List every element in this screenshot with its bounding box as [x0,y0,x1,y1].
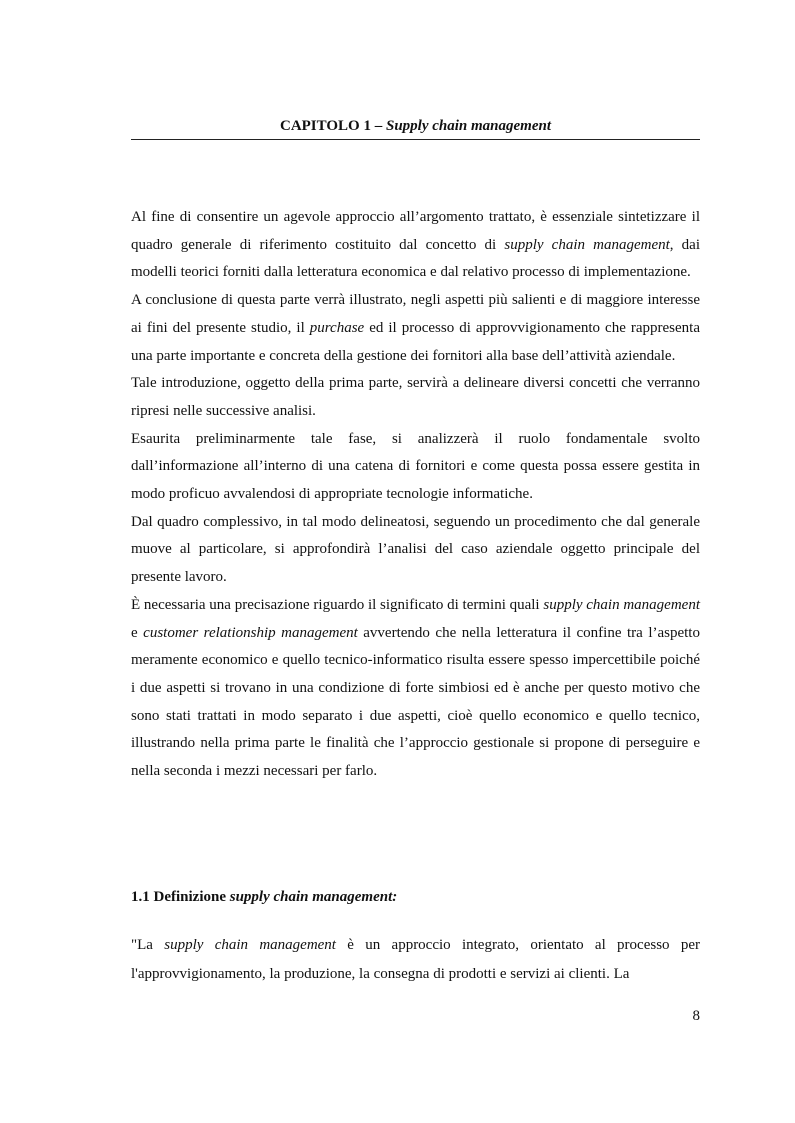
paragraph-terminology [131,592,700,786]
quote-paragraph [131,931,700,989]
paragraph-case-study: Dal quadro complessivo, in tal modo delineatosi, seguendo un procedimento che dal generale muove al particolare, si approfondirà l’analisi del caso aziendale oggetto principale del presente lavoro. [131,513,700,586]
emphasis-term: supply chain management [543,596,700,613]
text-run: avvertendo che nella letteratura il confine tra l’aspetto meramente economico e quello tecnico-informatico risulta essere spesso impercettibile poiché i due aspetti si trovano in una condizione di forte simbiosi ed è anche per questo motivo che sono stati trattati in modo separato i due aspetti, cioè quello economico e quello tecnico, illustrando nella prima parte le finalità che l’approccio gestionale si propone di perseguire e nella seconda i mezzi necessari per farlo. [131,624,700,780]
emphasis-term: customer relationship management [143,624,358,641]
text-run: , dai modelli teorici forniti dalla letteratura economica e dal relativo processo di implementazione. [131,236,700,281]
paragraph-intro [131,204,700,287]
text-run: e [131,624,144,641]
paragraph-information: Esaurita preliminarmente tale fase, si analizzerà il ruolo fondamentale svolto dall’informazione all’interno di una catena di fornitori e come questa possa essere gestita in modo proficuo avvalendosi di appropriate tecnologie informatiche. [131,430,700,503]
section-heading [131,884,700,911]
text-run: ed il processo di approvvigionamento che rappresenta una parte importante e concreta della gestione dei fornitori alla base dell’attività aziendale. [131,319,700,364]
section-heading-term: supply chain management: [229,889,398,905]
emphasis-term: supply chain management [164,937,336,953]
header-divider [131,139,700,140]
page-number: 8 [692,1008,700,1024]
text-run: "La [131,937,165,953]
paragraph-introduction: Tale introduzione, oggetto della prima parte, servirà a delineare diversi concetti che verranno ripresi nelle successive analisi. [131,375,700,419]
emphasis-term: purchase [309,319,365,336]
body-text [131,204,700,786]
section-heading-label: 1.1 Definizione [131,889,230,905]
emphasis-term: supply chain management [504,236,670,253]
text-run: è un approccio integrato, orientato al processo per l'approvvigionamento, la produzione, la consegna di prodotti e servizi ai clienti. La [131,937,700,982]
paragraph-purchase [131,287,700,370]
definition-quote [131,931,700,989]
text-run: È necessaria una precisazione riguardo il significato di termini quali [131,596,544,613]
chapter-header [131,118,700,135]
text-run: A conclusione di questa parte verrà illustrato, negli aspetti più salienti e di maggiore interesse ai fini del presente studio, il [131,292,700,336]
chapter-title: Supply chain management [385,118,552,134]
chapter-label: CAPITOLO 1 – [279,118,386,134]
text-run: Al fine di consentire un agevole approccio all’argomento trattato, è essenziale sintetizzare il quadro generale di riferimento costituito dal concetto di [131,209,700,253]
